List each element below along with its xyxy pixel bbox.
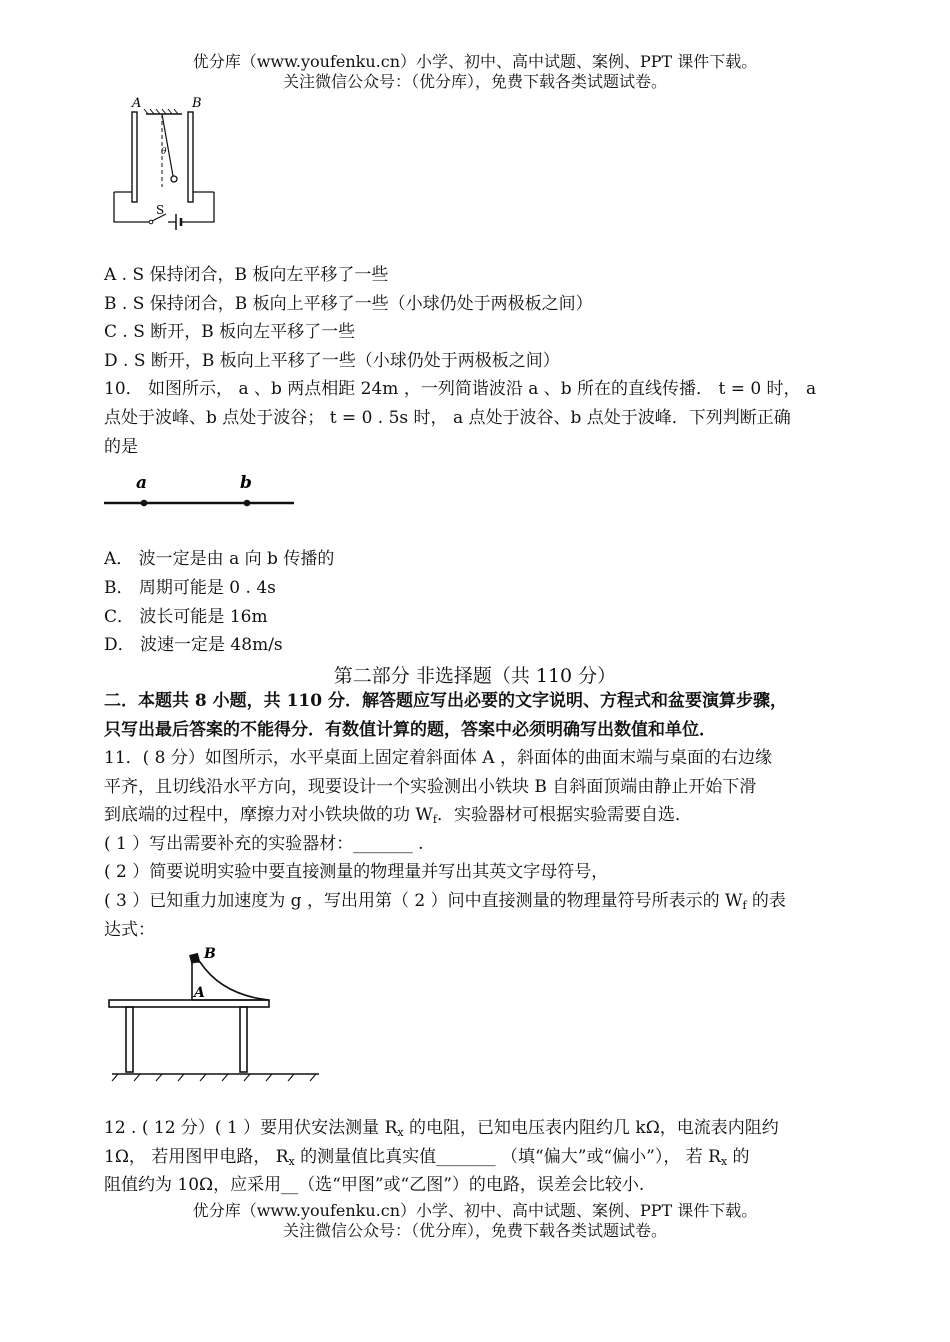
point-a — [141, 500, 148, 507]
switch-label: S — [156, 203, 165, 217]
part2-title: 第二部分 非选择题（共 110 分） — [333, 665, 617, 687]
q11-sub-3-line-2: 达式： — [104, 920, 155, 940]
q9-option-b: B . S 保持闭合，B 板向上平移了一些（小球仍处于两极板之间） — [104, 294, 593, 314]
q11-sub-3: ( 3 ）已知重力加速度为 g ，写出用第（ 2 ）问中直接测量的物理量符号所表示的 $W_f$ 的表 — [104, 891, 786, 912]
q11-stem-line-2: 平齐，且切线沿水平方向，现要设计一个实验测出小铁块 B 自斜面顶端由静止开始下滑 — [104, 777, 757, 797]
q10-option-d: D． 波速一定是 48m/s — [104, 635, 283, 655]
pendulum-ball — [171, 176, 177, 182]
wave-line-figure — [102, 465, 297, 515]
plate-a — [132, 112, 137, 202]
capacitor-pendulum-figure — [104, 92, 224, 232]
q11-stem-line-1: 11．( 8 分）如图所示，水平桌面上固定着斜面体 A ，斜面体的曲面末端与桌面的右边缘 — [104, 748, 772, 768]
part2-instruction-line-1: 二．本题共 8 小题，共 110 分．解答题应写出必要的文字说明、方程式和盆要演算步骤， — [104, 691, 787, 711]
table-leg-right — [240, 1007, 247, 1072]
table-incline-figure — [104, 940, 329, 1085]
plate-a-label: A — [132, 96, 142, 111]
footer-line-2: 关注微信公众号：（优分库），免费下载各类试题试卷。 — [282, 1221, 667, 1240]
q9-option-c: C . S 断开，B 板向左平移了一些 — [104, 322, 356, 342]
q11-stem-line-3: 到底端的过程中，摩擦力对小铁块做的功 $W_f$．实验器材可根据实验需要自选． — [104, 805, 692, 826]
q9-option-a: A . S 保持闭合，B 板向左平移了一些 — [104, 265, 389, 285]
table-leg-left — [126, 1007, 133, 1072]
q11-sub-1: ( 1 ）写出需要补充的实验器材：_______ . — [104, 834, 424, 854]
q12-line-2: 1Ω， 若用图甲电路， $R_x$ 的测量值比真实值_______ （填“偏大”或“偏小”）， 若 $R_x$ 的 — [104, 1147, 750, 1168]
q10-option-a: A． 波一定是由 a 向 b 传播的 — [104, 549, 335, 569]
point-b-label: b — [240, 473, 252, 493]
point-a-label: a — [136, 473, 148, 493]
point-b — [244, 500, 251, 507]
q10-option-c: C． 波长可能是 16m — [104, 607, 268, 627]
q12-line-3: 阻值约为 10Ω，应采用__（选“甲图”或“乙图”）的电路，误差会比较小. — [104, 1175, 645, 1195]
header-line-2: 关注微信公众号：（优分库），免费下载各类试题试卷。 — [282, 72, 667, 91]
plate-b — [188, 112, 193, 202]
pendulum-string — [162, 114, 173, 176]
header-line-1: 优分库（www.youfenku.cn）小学、初中、高中试题、案例、PPT 课件下载。 — [192, 52, 758, 71]
incline-a-label: A — [194, 985, 205, 1001]
block-b-label: B — [204, 946, 216, 962]
part2-instruction-line-2: 只写出最后答案的不能得分．有数值计算的题，答案中必须明确写出数值和单位． — [104, 720, 716, 740]
table-top — [109, 1000, 269, 1007]
theta-label: θ — [161, 147, 167, 157]
q11-sub-2: ( 2 ）简要说明实验中要直接测量的物理量并写出其英文字母符号， — [104, 862, 609, 882]
q9-option-d: D . S 断开，B 板向上平移了一些（小球仍处于两极板之间） — [104, 351, 560, 371]
q10-option-b: B． 周期可能是 0 . 4s — [104, 578, 276, 598]
q12-line-1: 12 . ( 12 分）( 1 ）要用伏安法测量 $R_x$ 的电阻，已知电压表内阻约几 kΩ，电流表内阻约 — [104, 1118, 779, 1139]
footer-line-1: 优分库（www.youfenku.cn）小学、初中、高中试题、案例、PPT 课件下载。 — [192, 1201, 758, 1220]
q10-stem-line-3: 的是 — [104, 437, 138, 457]
plate-b-label: B — [192, 96, 202, 111]
q10-stem-line-2: 点处于波峰、b 点处于波谷； t = 0 . 5s 时， a 点处于波谷、b 点处于波峰．下列判断正确 — [104, 408, 791, 428]
q10-stem-line-1: 10． 如图所示， a 、b 两点相距 24m ，一列简谐波沿 a 、b 所在的直线传播． t = 0 时， a — [104, 379, 817, 399]
